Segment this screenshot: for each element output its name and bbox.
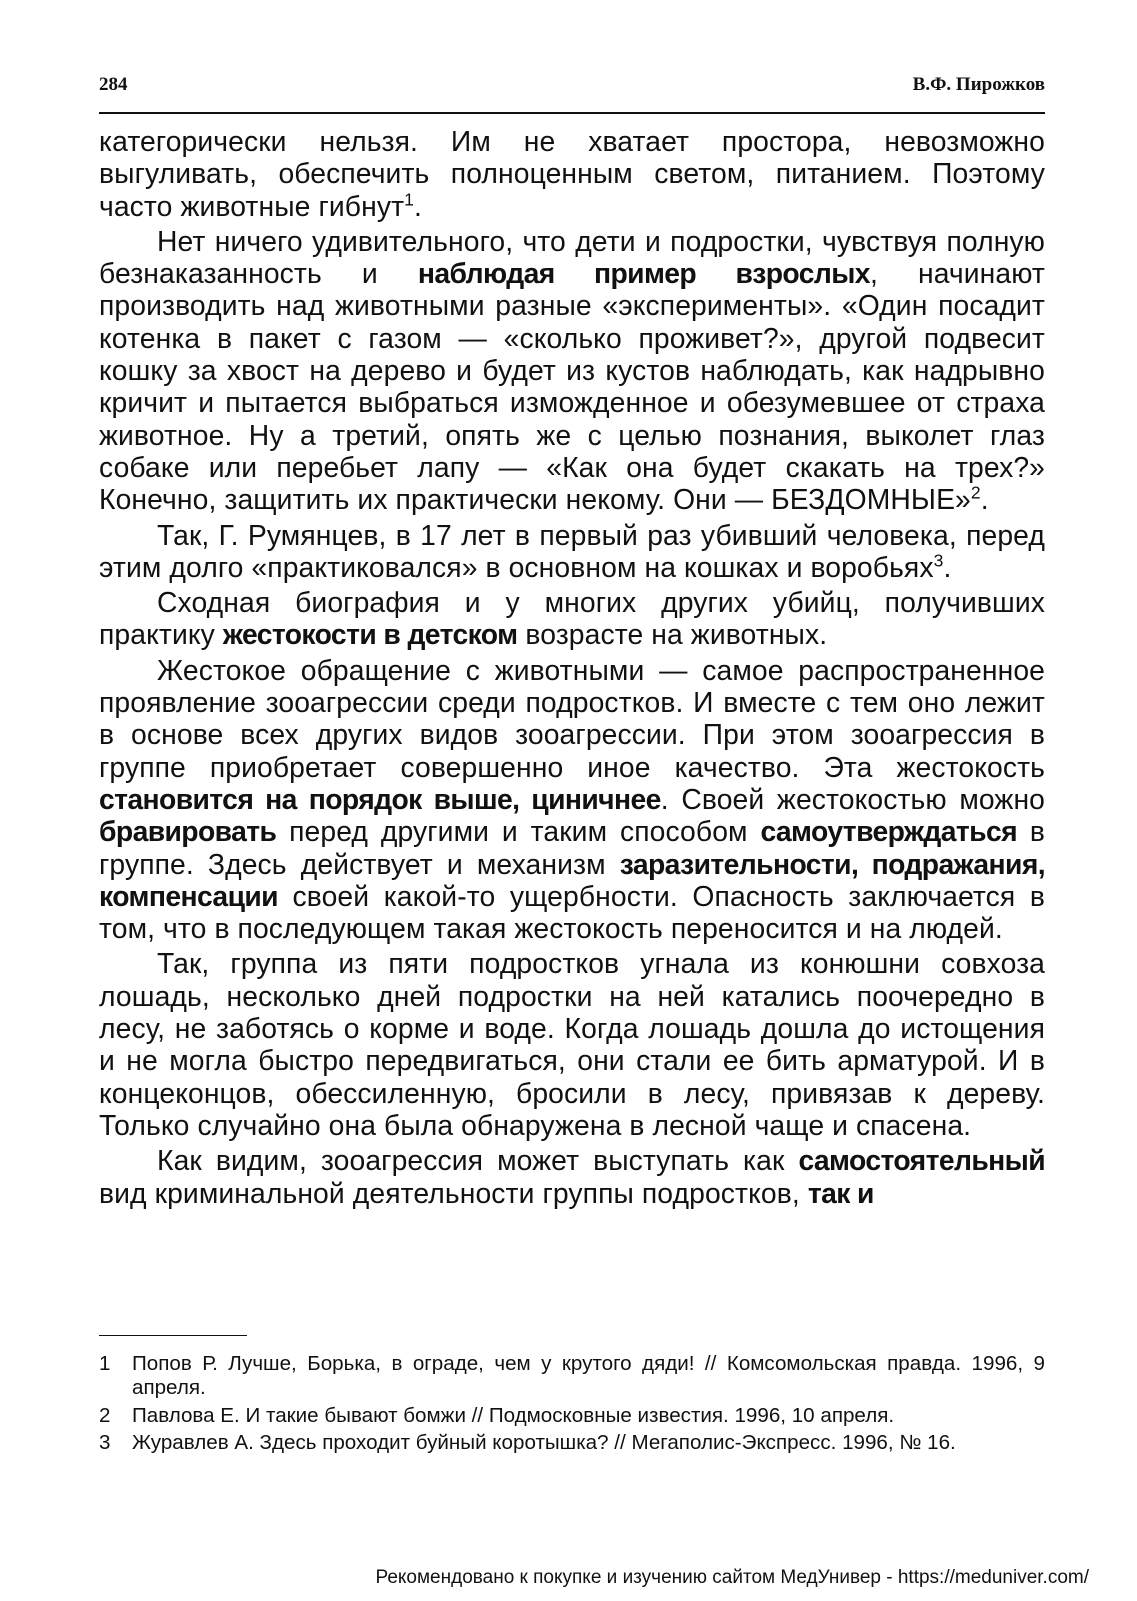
text-run: своей какой-то ущербности. Опасность заключается в том, что в последующем такая жестокость переносится и на людей. [99,879,1045,945]
footnote-number: 2 [99,1403,111,1427]
text-run: Жестокое обращение с животными — самое распространенное проявление зооагрессии среди подростков. И вместе с тем оно лежит в основе всех других видов зооагрессии. При этом зооагрессия в группе приобретает совершенно иное качество. Эта жестокость [99,653,1045,783]
bold-phrase: заразительности, подражания, компенсации [99,847,1045,912]
paragraph-1 [99,125,1045,222]
footnote-number: 1 [99,1352,111,1375]
text-run: категорически нельзя. Им не хватает простора, невозможно выгуливать, обеспечить полноценным светом, питанием. Поэтому часто животные гибнут [99,125,1045,222]
bold-phrase: бравировать [99,815,277,848]
text-run: , начинают производить над животными разные «эксперименты». «Один посадит котенка в пакет с газом — «сколько проживет?», другой подвесит кошку за хвост на дерево и будет из кустов наблюдать, как надрывно кричит и пытается выбраться изможденное и обезумевшее от страха животное. Ну а третий, опять же с целью познания, выколет глаз собаке или перебьет лапу — «Как она будет скакать на трех?» Конечно, защитить их практически некому. Они — БЕЗДОМНЫЕ» [99,257,1045,516]
paragraph-2 [99,225,1045,516]
footnote-ref-1[interactable]: 1 [404,189,414,210]
text-run: Нет ничего удивительного, что дети и подростки, чувствуя полную безнаказанность и [99,224,1045,290]
text-run: Так, группа из пяти подростков угнала из конюшни совхоза лошадь, несколько дней подростки на ней катались поочередно в лесу, не заботясь о корме и воде. Когда лошадь дошла до истощения и не могла быстро передвигаться, они стали ее бить арматурой. И в концеконцов, обессиленную, бросили в лесу, привязав к дереву. Только случайно она была обнаружена в лесной чаще и спасена. [99,947,1045,1141]
paragraph-7 [99,1144,1045,1209]
footnote-text: Журавлев А. Здесь проходит буйный коротышка? // Мегаполис-Экспресс. 1996, № 16. [132,1430,956,1454]
paragraph-3 [99,519,1045,584]
watermark-text: Рекомендовано к покупке и изучению сайтом МедУнивер - https://meduniver.com/ [375,1567,1089,1588]
footnote-number: 3 [99,1430,111,1454]
footnote-ref-3[interactable]: 3 [933,550,944,571]
running-header [99,74,1045,96]
footnote-text: Павлова Е. И такие бывают бомжи // Подмосковные известия. 1996, 10 апреля. [132,1403,895,1427]
footnote-ref-2[interactable]: 2 [970,482,981,503]
text-run: . [414,189,422,222]
paragraph-5 [99,654,1045,945]
page-number: 284 [99,74,128,95]
bold-phrase: так и [807,1176,874,1209]
bold-phrase: самоутверждаться [760,815,1018,848]
bold-phrase: становится на порядок выше, циничнее [99,782,661,815]
footnote-1 [99,1352,1045,1401]
footnotes [99,1352,1045,1458]
text-run: возрасте на животных. [517,618,828,651]
bold-phrase: наблюдая пример взрослых [417,257,870,290]
running-author: В.Ф. Пирожков [912,74,1045,95]
bold-phrase: самостоятельный [798,1144,1045,1177]
footnote-text: Попов Р. Лучше, Борька, в ограде, чем у крутого дяди! // Комсомольская правда. 1996, 9 апреля. [132,1352,1045,1400]
text-run: . Своей жестокостью можно [660,782,1046,815]
paragraph-6 [99,947,1045,1141]
paragraph-4 [99,586,1045,651]
bold-phrase: жестокости в детском [222,618,518,651]
footnote-2 [99,1404,1045,1428]
text-run: . [980,483,989,516]
header-rule [99,112,1045,114]
text-run: в группе. Здесь действует и механизм [99,815,1045,880]
text-run: Сходная биография и у многих других убийц, получивших практику [99,586,1045,651]
text-run: . [943,550,952,583]
text-run: Как видим, зооагрессия может выступать как [157,1144,799,1177]
text-run: Так, Г. Румянцев, в 17 лет в первый раз убивший человека, перед этим долго «практиковался» в основном на кошках и воробьях [99,518,1045,583]
footnote-separator [99,1335,247,1336]
text-run: вид криминальной деятельности группы подростков, [99,1176,808,1209]
text-run: перед другими и таким способом [276,815,761,848]
body-text [99,125,1045,1212]
footnote-3 [99,1431,1045,1455]
